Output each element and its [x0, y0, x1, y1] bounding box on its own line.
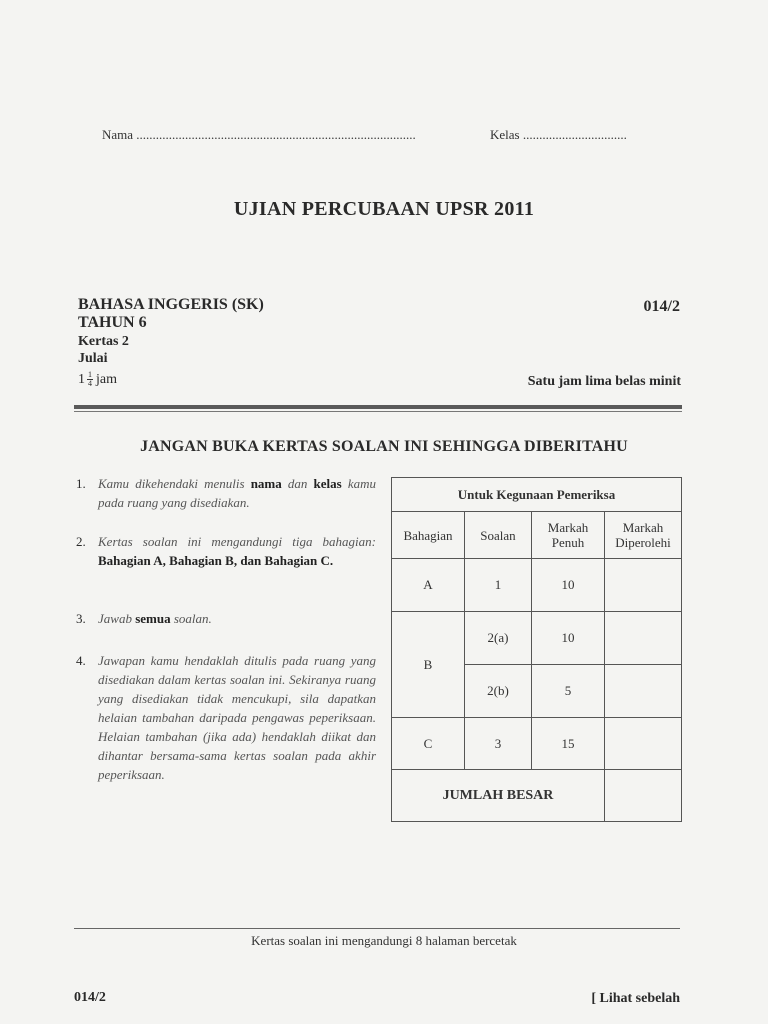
instruction-number: 1.	[76, 476, 86, 491]
cell-markah-diperolehi[interactable]	[605, 718, 682, 770]
header-line: Markah	[547, 520, 589, 535]
table-row	[392, 612, 682, 665]
cell-soalan: 1	[465, 559, 532, 612]
cell-markah-diperolehi[interactable]	[605, 612, 682, 665]
total-label: JUMLAH BESAR	[392, 770, 605, 822]
instruction-text	[98, 532, 376, 570]
bold-part: semua	[135, 611, 171, 626]
instruction-number: 2.	[76, 534, 86, 549]
header-bahagian: Bahagian	[392, 512, 465, 559]
header-line: Markah	[622, 520, 664, 535]
instruction-4	[76, 651, 376, 784]
cell-markah-penuh: 15	[532, 718, 605, 770]
text-part: Jawab	[98, 611, 136, 626]
exam-title: UJIAN PERCUBAAN UPSR 2011	[233, 198, 535, 220]
footer-paper-code: 014/2	[74, 990, 106, 1005]
paper-code: 014/2	[643, 298, 680, 315]
cell-soalan: 2(b)	[465, 665, 532, 718]
cell-markah-penuh: 5	[532, 665, 605, 718]
total-value-cell[interactable]	[605, 770, 682, 822]
page-count-note: Kertas soalan ini mengandungi 8 halaman bercetak	[251, 933, 517, 948]
duration-whole: 1	[78, 371, 85, 387]
instruction-1	[76, 474, 376, 512]
header-markah-penuh	[532, 512, 605, 559]
cell-markah-penuh: 10	[532, 612, 605, 665]
cell-bahagian: B	[392, 612, 465, 718]
next-page-note: [ Lihat sebelah	[591, 991, 680, 1006]
bold-part: Bahagian A, Bahagian B, dan Bahagian C.	[98, 553, 334, 568]
fraction	[87, 371, 93, 388]
cell-markah-diperolehi[interactable]	[605, 559, 682, 612]
exam-month: Julai	[78, 351, 108, 366]
instruction-3	[76, 609, 376, 628]
instruction-number: 4.	[76, 653, 86, 668]
paper-number: Kertas 2	[78, 334, 129, 349]
duration-fraction	[78, 371, 117, 388]
duration-unit: jam	[96, 371, 117, 387]
table-row	[392, 718, 682, 770]
header-line: Penuh	[551, 535, 585, 550]
total-row	[392, 770, 682, 822]
text-part: soalan.	[170, 611, 212, 626]
duration-text: Satu jam lima belas minit	[527, 374, 681, 389]
cell-soalan: 3	[465, 718, 532, 770]
cell-soalan: 2(a)	[465, 612, 532, 665]
text-part: dan	[281, 476, 314, 491]
instruction-text	[98, 651, 376, 784]
footer-divider	[74, 928, 680, 929]
text-part: kamu pada ruang yang disediakan.	[98, 476, 376, 510]
text-part: Kamu dikehendaki menulis	[98, 476, 251, 491]
cell-bahagian: A	[392, 559, 465, 612]
bold-part: kelas	[313, 476, 342, 491]
text-part: Jawapan kamu hendaklah ditulis pada ruang yang disediakan dalam kertas soalan ini. Sekiranya ruang yang disediakan tidak mencukupi, sila dapatkan helaian tambahan daripada pengawas peperiksaan. Helaian tambahan (jika ada) hendaklah diikat dan dihantar bersama-sama kertas soalan pada akhir peperiksaan.	[98, 653, 376, 782]
table-row	[392, 559, 682, 612]
nama-field: Nama ......................................................................................	[102, 127, 416, 142]
examiner-table	[391, 477, 682, 822]
header-markah-diperolehi	[605, 512, 682, 559]
divider-thick	[74, 405, 682, 409]
instruction-text	[98, 474, 376, 512]
year-level: TAHUN 6	[78, 314, 147, 331]
divider-thin	[74, 411, 682, 412]
fraction-numerator: 1	[88, 370, 92, 379]
subject-name: BAHASA INGGERIS (SK)	[78, 296, 264, 313]
instruction-2	[76, 532, 376, 570]
warning-heading: JANGAN BUKA KERTAS SOALAN INI SEHINGGA DIBERITAHU	[140, 438, 628, 455]
bold-part: nama	[250, 476, 282, 491]
instruction-number: 3.	[76, 611, 86, 626]
cell-bahagian: C	[392, 718, 465, 770]
header-soalan: Soalan	[465, 512, 532, 559]
fraction-denominator: 4	[88, 379, 92, 388]
cell-markah-penuh: 10	[532, 559, 605, 612]
text-part: Kertas soalan ini mengandungi tiga bahagian:	[98, 534, 376, 549]
table-title: Untuk Kegunaan Pemeriksa	[392, 478, 682, 512]
cell-markah-diperolehi[interactable]	[605, 665, 682, 718]
header-line: Diperolehi	[615, 535, 671, 550]
instruction-text	[98, 609, 376, 628]
kelas-field: Kelas ................................	[490, 127, 627, 142]
